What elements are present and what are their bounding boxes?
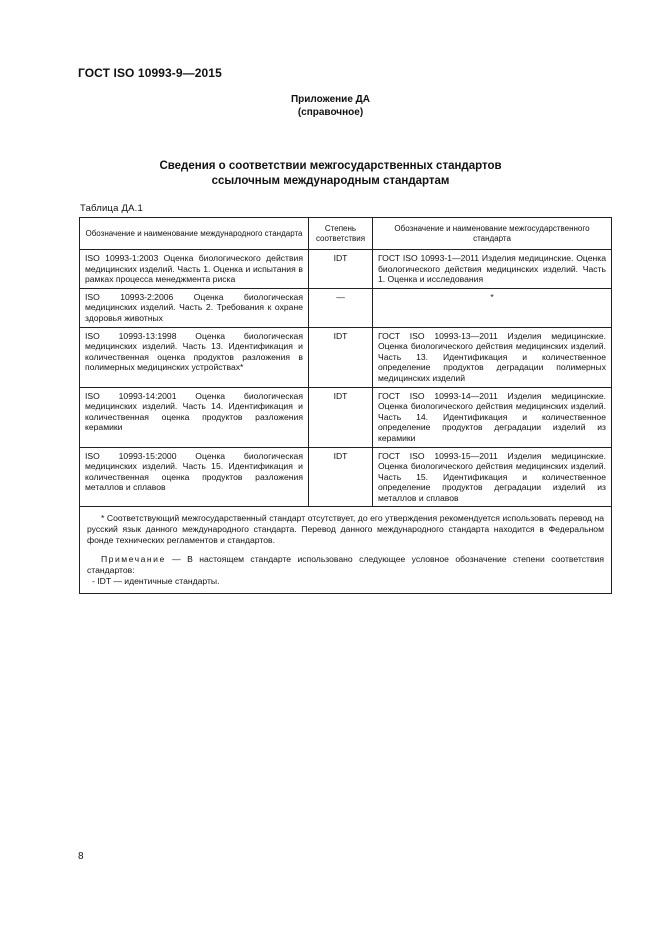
- note-item-idt: - IDT — идентичные стандарты.: [92, 576, 220, 587]
- document-code: ГОСТ ISO 10993-9—2015: [78, 66, 222, 80]
- cell-degree: IDT: [309, 327, 373, 387]
- cell-degree: IDT: [309, 250, 373, 289]
- cell-national-standard: *: [373, 288, 612, 327]
- table-header-row: [80, 218, 612, 250]
- table-row: [80, 250, 612, 289]
- cell-international-standard: ISO 10993-2:2006 Оценка биологическая медицинских изделий. Часть 2. Требования к охране здоровья животных: [80, 288, 309, 327]
- table-row: [80, 387, 612, 447]
- table-label: Таблица ДА.1: [80, 203, 143, 214]
- column-header-national: Обозначение и наименование межгосударственного стандарта: [373, 218, 612, 250]
- appendix-subtitle: (справочное): [297, 107, 364, 118]
- cell-international-standard: ISO 10993-1:2003 Оценка биологического действия медицинских изделий. Часть 1. Оценка и испытания в рамках процесса менеджмента риска: [80, 250, 309, 289]
- column-header-international: Обозначение и наименование международного стандарта: [80, 218, 309, 250]
- cell-international-standard: ISO 10993-13:1998 Оценка биологическая медицинских изделий. Часть 13. Идентификация и количественная оценка продуктов разложения в полимерных медицинских устройствах*: [80, 327, 309, 387]
- table-row: [80, 288, 612, 327]
- cell-degree: —: [309, 288, 373, 327]
- note-text: — В настоящем стандарте использовано следующее условное обозначение степени соответствия стандартов:: [87, 554, 604, 576]
- cell-international-standard: ISO 10993-15:2000 Оценка биологическая медицинских изделий. Часть 15. Идентификация и количественная оценка продуктов разложения металлов и сплавов: [80, 447, 309, 507]
- table-row: [80, 327, 612, 387]
- cell-national-standard: ГОСТ ISO 10993-14—2011 Изделия медицинские. Оценка биологического действия медицинских изделий. Часть 14. Идентификация и количественное определение продуктов деградации изделий из керамики: [373, 387, 612, 447]
- section-heading-line-2: ссылочным международным стандартам: [211, 175, 450, 187]
- section-heading: [0, 159, 661, 189]
- cell-national-standard: ГОСТ ISO 10993-1—2011 Изделия медицинские. Оценка биологического действия медицинских изделий. Часть 1. Оценка и исследования: [373, 250, 612, 289]
- cell-national-standard: ГОСТ ISO 10993-15—2011 Изделия медицинские. Оценка биологического действия медицинских изделий. Часть 15. Идентификация и количественное определение продуктов деградации изделий из металлов и сплавов: [373, 447, 612, 507]
- footnote-text: * Соответствующий межгосударственный стандарт отсутствует, до его утверждения рекомендуется использовать перевод на русский язык данного международного стандарта. Перевод данного международного стандарта находится в Федеральном фонде технических регламентов и стандартов.: [87, 513, 604, 546]
- note-label: Примечание: [101, 554, 166, 565]
- cell-degree: IDT: [309, 387, 373, 447]
- table-footnote-row: [80, 507, 612, 594]
- table-footnote-cell: [80, 507, 612, 594]
- standards-correspondence-table: [79, 217, 612, 594]
- appendix-block: [0, 93, 661, 119]
- table-row: [80, 447, 612, 507]
- note-paragraph: [87, 554, 604, 576]
- page-number: 8: [78, 851, 84, 862]
- cell-degree: IDT: [309, 447, 373, 507]
- cell-national-standard: ГОСТ ISO 10993-13—2011 Изделия медицинские. Оценка биологического действия медицинских изделий. Часть 13. Идентификация и количественное определение продуктов деградации полимерных медицинских изделий: [373, 327, 612, 387]
- appendix-title: Приложение ДА: [290, 94, 371, 105]
- column-header-degree: Степень соответствия: [309, 218, 373, 250]
- cell-international-standard: ISO 10993-14:2001 Оценка биологическая медицинских изделий. Часть 14. Идентификация и количественная оценка продуктов разложения керамики: [80, 387, 309, 447]
- section-heading-line-1: Сведения о соответствии межгосударственных стандартов: [159, 160, 502, 172]
